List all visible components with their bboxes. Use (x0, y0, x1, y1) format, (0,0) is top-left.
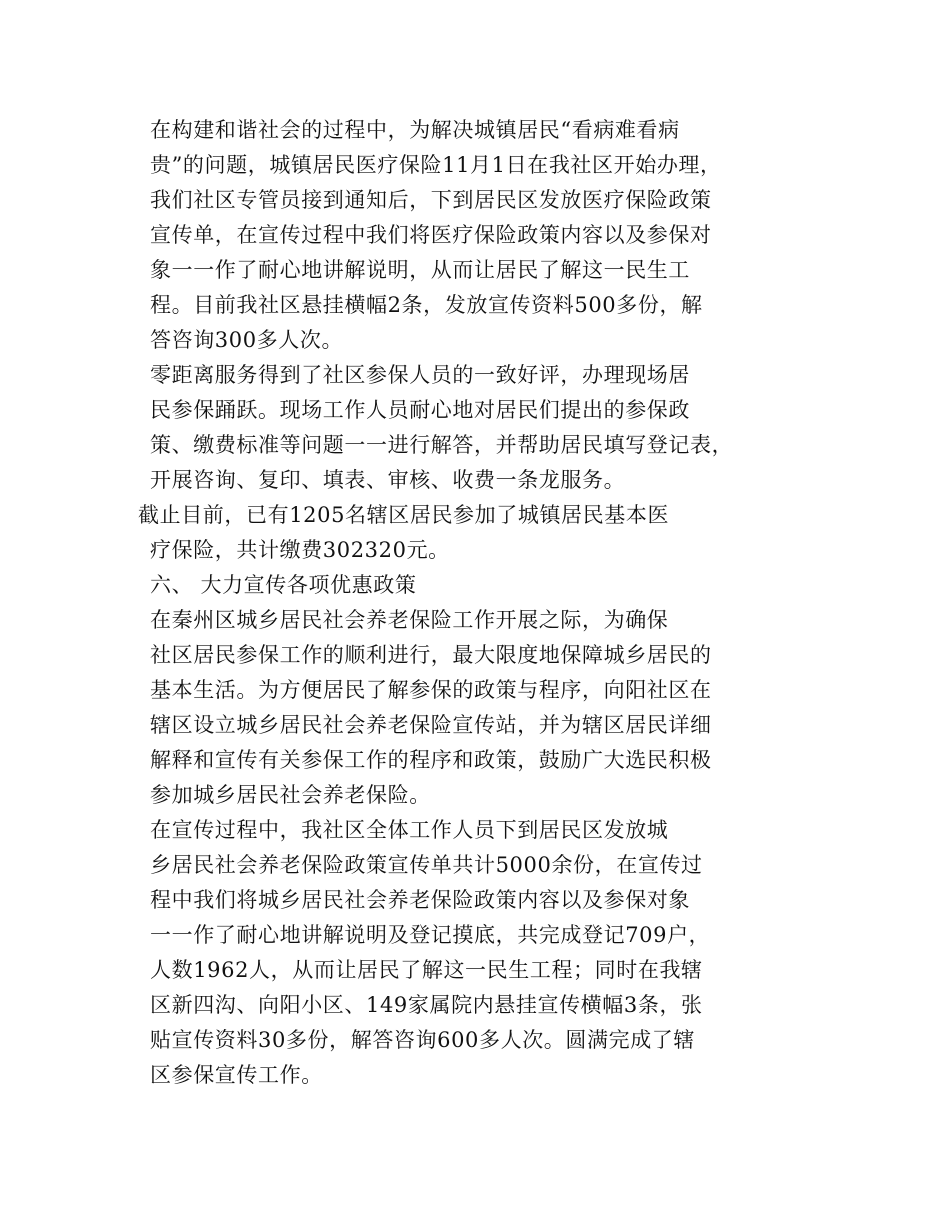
text-line: 区参保宣传工作。 (150, 1063, 323, 1087)
text-line: 辖区设立城乡居民社会养老保险宣传站，并为辖区居民详细 (150, 713, 712, 737)
section-heading: 六、 大力宣传各项优惠政策 (150, 573, 417, 597)
text-line: 策、缴费标准等问题一一进行解答，并帮助居民填写登记表， (150, 433, 734, 457)
text-line: 截止目前，已有1205名辖区居民参加了城镇居民基本医 (138, 503, 670, 527)
text-line: 象一一作了耐心地讲解说明，从而让居民了解这一民生工 (150, 258, 690, 282)
text-line: 我们社区专管员接到通知后，下到居民区发放医疗保险政策 (150, 188, 712, 212)
text-line: 一一作了耐心地讲解说明及登记摸底，共完成登记709户， (150, 923, 711, 947)
text-line: 贴宣传资料30多份，解答咨询600多人次。圆满完成了辖 (150, 1028, 696, 1052)
text-line: 程中我们将城乡居民社会养老保险政策内容以及参保对象 (150, 888, 690, 912)
text-line: 解释和宣传有关参保工作的程序和政策，鼓励广大选民积极 (150, 748, 712, 772)
text-line: 零距离服务得到了社区参保人员的一致好评，办理现场居 (150, 363, 690, 387)
text-line: 基本生活。为方便居民了解参保的政策与程序，向阳社区在 (150, 678, 712, 702)
text-line: 民参保踊跃。现场工作人员耐心地对居民们提出的参保政 (150, 398, 690, 422)
text-line: 程。目前我社区悬挂横幅2条，发放宣传资料500多份，解 (150, 293, 703, 317)
text-line: 贵”的问题，城镇居民医疗保险11月1日在我社区开始办理， (150, 153, 722, 177)
text-line: 开展咨询、复印、填表、审核、收费一条龙服务。 (150, 468, 626, 492)
text-line: 区新四沟、向阳小区、149家属院内悬挂宣传横幅3条，张 (150, 993, 703, 1017)
text-line: 在秦州区城乡居民社会养老保险工作开展之际，为确保 (150, 608, 669, 632)
text-line: 在宣传过程中，我社区全体工作人员下到居民区发放城 (150, 818, 669, 842)
text-line: 社区居民参保工作的顺利进行，最大限度地保障城乡居民的 (150, 643, 712, 667)
text-line: 参加城乡居民社会养老保险。 (150, 783, 431, 807)
text-line: 答咨询300多人次。 (150, 328, 344, 352)
text-line: 宣传单，在宣传过程中我们将医疗保险政策内容以及参保对 (150, 223, 712, 247)
text-line: 在构建和谐社会的过程中，为解决城镇居民“看病难看病 (150, 118, 680, 142)
text-line: 疗保险，共计缴费302320元。 (150, 538, 450, 562)
text-line: 人数1962人，从而让居民了解这一民生工程；同时在我辖 (150, 958, 703, 982)
text-line: 乡居民社会养老保险政策宣传单共计5000余份，在宣传过 (150, 853, 703, 877)
